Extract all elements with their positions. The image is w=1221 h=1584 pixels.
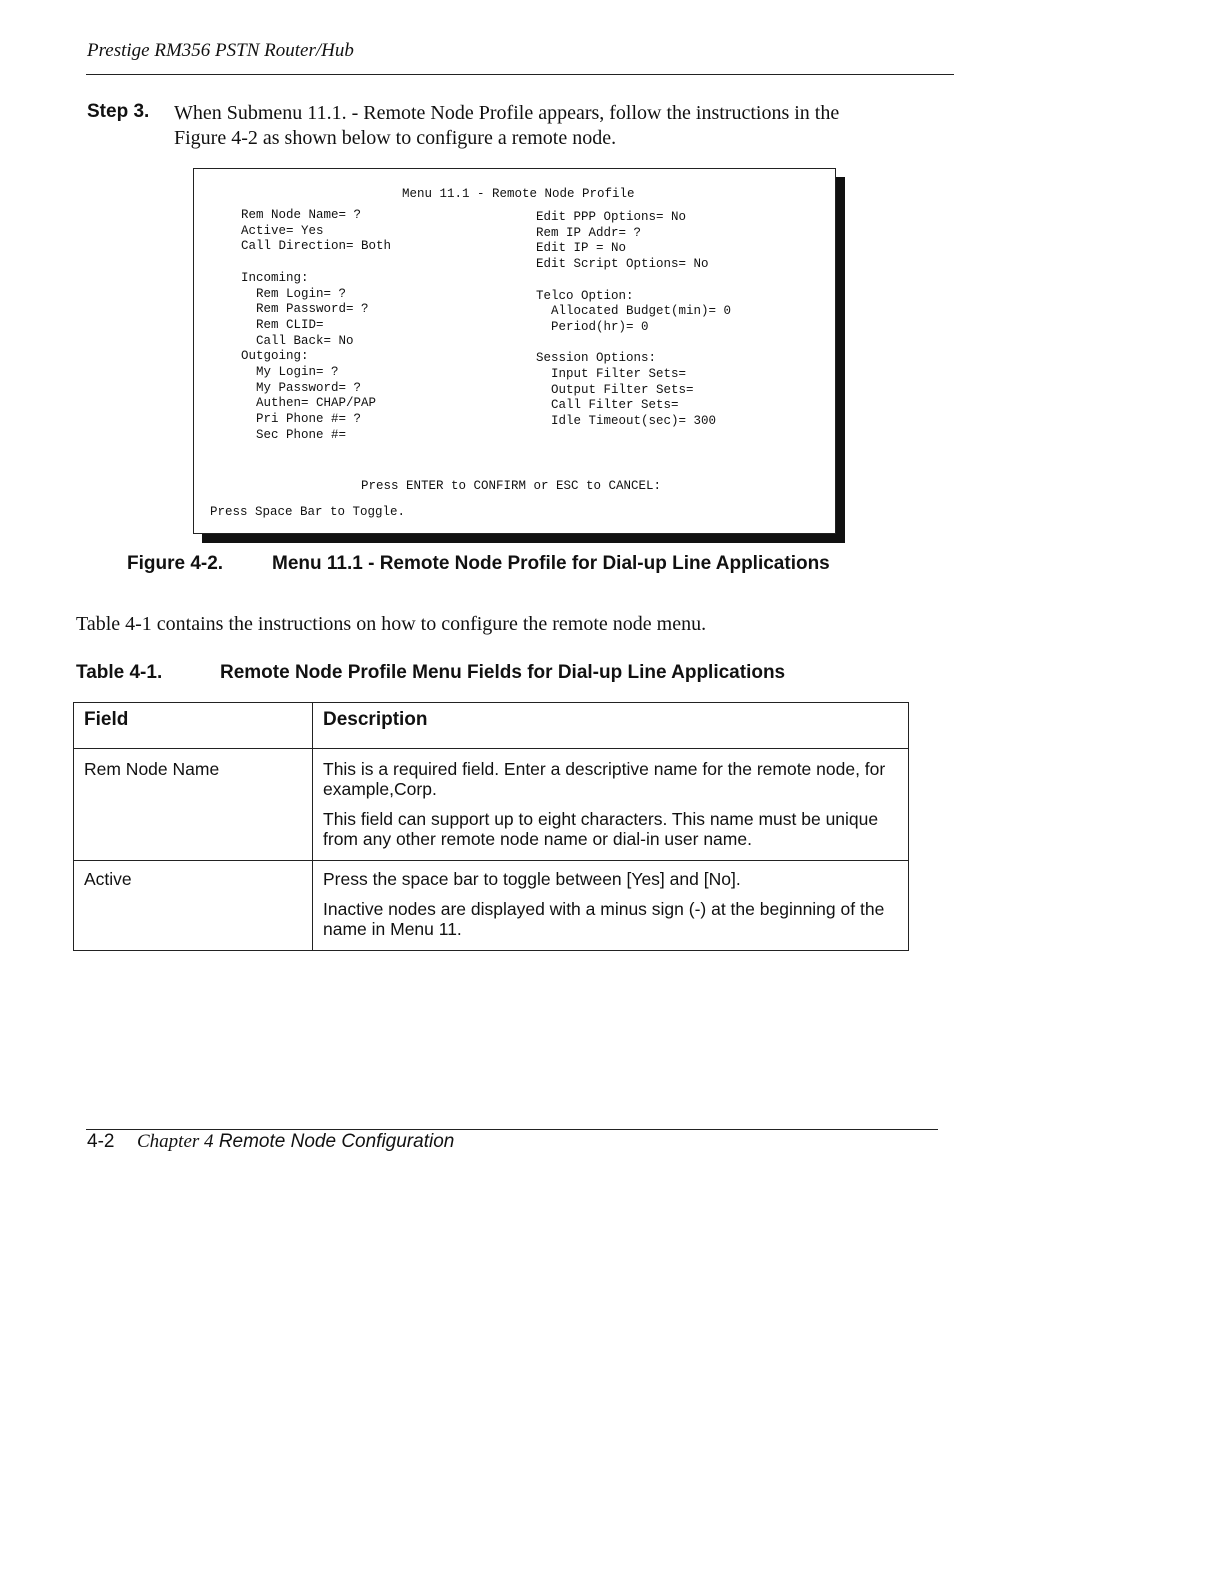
table-title: Remote Node Profile Menu Fields for Dial-up Line Applications xyxy=(220,662,786,683)
running-header: Prestige RM356 PSTN Router/Hub xyxy=(87,40,354,61)
terminal-line: Call Direction= Both xyxy=(241,239,392,254)
terminal-line: Rem Password= ? xyxy=(241,302,369,317)
footer-chapter: Chapter 4 xyxy=(137,1131,214,1152)
description-paragraph: Press the space bar to toggle between [Yes] and [No]. xyxy=(323,869,741,889)
step-text-line-1: When Submenu 11.1. - Remote Node Profile appears, follow the instructions in the xyxy=(174,102,840,124)
footer-rule xyxy=(86,1129,938,1130)
terminal-line: Rem Node Name= ? xyxy=(241,208,362,222)
terminal-line: Edit PPP Options= No xyxy=(536,210,687,224)
terminal-line xyxy=(536,336,731,352)
terminal-line: Call Back= No xyxy=(241,333,354,348)
terminal-line: My Password= ? xyxy=(241,380,362,395)
header-rule xyxy=(86,74,954,75)
table-row xyxy=(74,749,909,861)
table-header-row xyxy=(74,703,909,749)
header-field: Field xyxy=(74,703,313,749)
figure-label: Figure 4-2. xyxy=(127,553,224,574)
terminal-line: Rem Login= ? xyxy=(241,286,347,301)
terminal-line: Sec Phone #= xyxy=(241,427,347,442)
step-text xyxy=(174,101,934,151)
figure-title: Menu 11.1 - Remote Node Profile for Dial-up Line Applications xyxy=(272,553,830,574)
footer-title xyxy=(137,1131,454,1153)
terminal-right-column xyxy=(536,210,731,430)
terminal-title: Menu 11.1 - Remote Node Profile xyxy=(402,187,635,201)
terminal-line: Pri Phone #= ? xyxy=(241,412,362,427)
table-intro-text: Table 4-1 contains the instructions on how to configure the remote node menu. xyxy=(76,613,707,635)
terminal-line xyxy=(536,273,731,289)
terminal-line: Authen= CHAP/PAP xyxy=(241,396,377,411)
step-text-line-2: Figure 4-2 as shown below to configure a remote node. xyxy=(174,127,617,149)
terminal-confirm-prompt: Press ENTER to CONFIRM or ESC to CANCEL: xyxy=(361,479,662,493)
terminal-screen xyxy=(193,168,836,534)
description-paragraph: This is a required field. Enter a descriptive name for the remote node, for example,Corp. xyxy=(323,759,886,799)
terminal-left-column xyxy=(241,208,391,444)
terminal-line: Idle Timeout(sec)= 300 xyxy=(536,414,717,429)
description-cell xyxy=(313,749,909,861)
fields-table xyxy=(73,702,909,951)
header-description: Description xyxy=(313,703,909,749)
description-paragraph: Inactive nodes are displayed with a minus sign (-) at the beginning of the name in Menu 11. xyxy=(323,899,885,939)
footer-chapter-title: Remote Node Configuration xyxy=(218,1131,455,1152)
terminal-line: Rem IP Addr= ? xyxy=(536,225,642,240)
page-number: 4-2 xyxy=(87,1131,115,1152)
description-paragraph: This field can support up to eight characters. This name must be unique from any other remote node name or dial-in user name. xyxy=(323,809,879,849)
terminal-line: Period(hr)= 0 xyxy=(536,319,649,334)
terminal-line: Input Filter Sets= xyxy=(536,367,687,382)
table-label: Table 4-1. xyxy=(76,662,163,683)
table-row xyxy=(74,861,909,951)
terminal-line: My Login= ? xyxy=(241,365,339,380)
field-cell: Active xyxy=(74,861,313,951)
terminal-line: Call Filter Sets= xyxy=(536,398,679,413)
description-cell xyxy=(313,861,909,951)
terminal-toggle-hint: Press Space Bar to Toggle. xyxy=(210,505,406,519)
field-cell: Rem Node Name xyxy=(74,749,313,861)
terminal-line: Outgoing: xyxy=(241,349,309,364)
terminal-line: Edit Script Options= No xyxy=(536,257,709,272)
terminal-line: Session Options: xyxy=(536,351,657,366)
terminal-line: Telco Option: xyxy=(536,288,634,303)
terminal-line: Edit IP = No xyxy=(536,241,627,256)
terminal-line: Active= Yes xyxy=(241,223,324,238)
terminal-line: Allocated Budget(min)= 0 xyxy=(536,304,732,319)
terminal-line: Output Filter Sets= xyxy=(536,382,694,397)
step-label: Step 3. xyxy=(87,101,150,122)
terminal-line: Incoming: xyxy=(241,270,309,285)
terminal-line: Rem CLID= xyxy=(241,317,324,332)
terminal-line xyxy=(241,255,391,271)
